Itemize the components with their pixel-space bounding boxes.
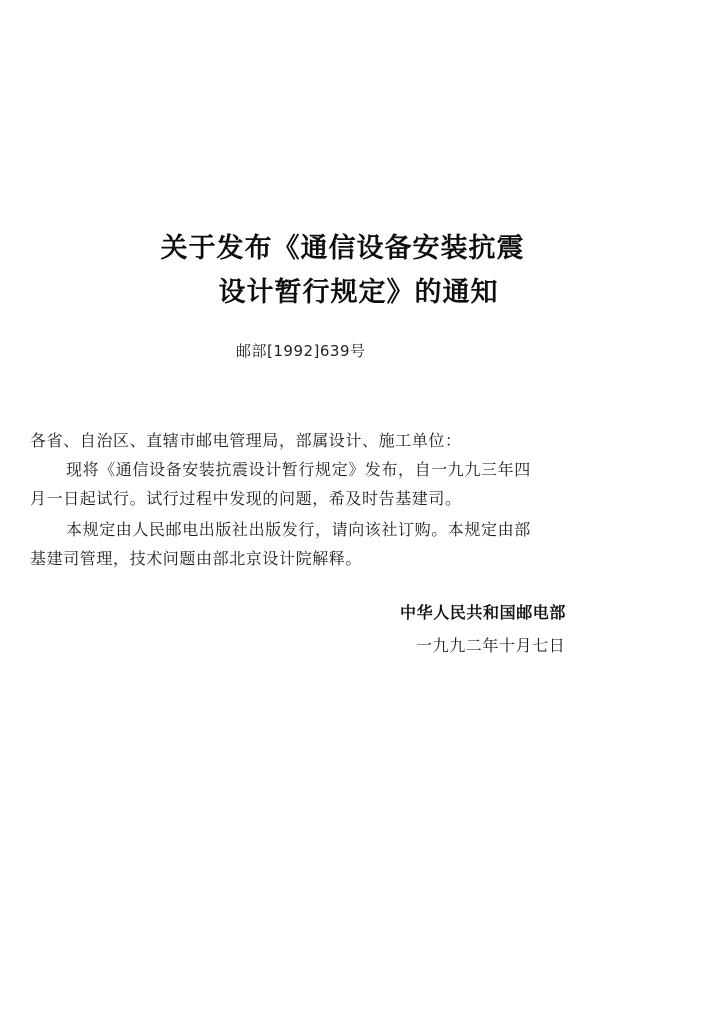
issue-date: 一九九二年十月七日 [416,636,566,655]
paragraph-2-line-1: 本规定由人民邮电出版社出版发行，请向该社订购。本规定由部 [66,520,531,539]
notice-title-line-1: 关于发布《通信设备安装抗震 [160,233,525,264]
paragraph-1-line-2: 月一日起试行。试行过程中发现的问题，希及时告基建司。 [30,489,462,508]
notice-title-line-2: 设计暂行规定》的通知 [218,277,499,308]
issuing-authority: 中华人民共和国邮电部 [400,603,567,622]
addressee-line: 各省、自治区、直辖市邮电管理局，部属设计、施工单位： [30,431,462,450]
document-number: 邮部[1992]639号 [236,342,366,360]
paragraph-1-line-1: 现将《通信设备安装抗震设计暂行规定》发布，自一九九三年四 [66,460,531,479]
paragraph-2-line-2: 基建司管理，技术问题由部北京设计院解释。 [30,549,363,568]
